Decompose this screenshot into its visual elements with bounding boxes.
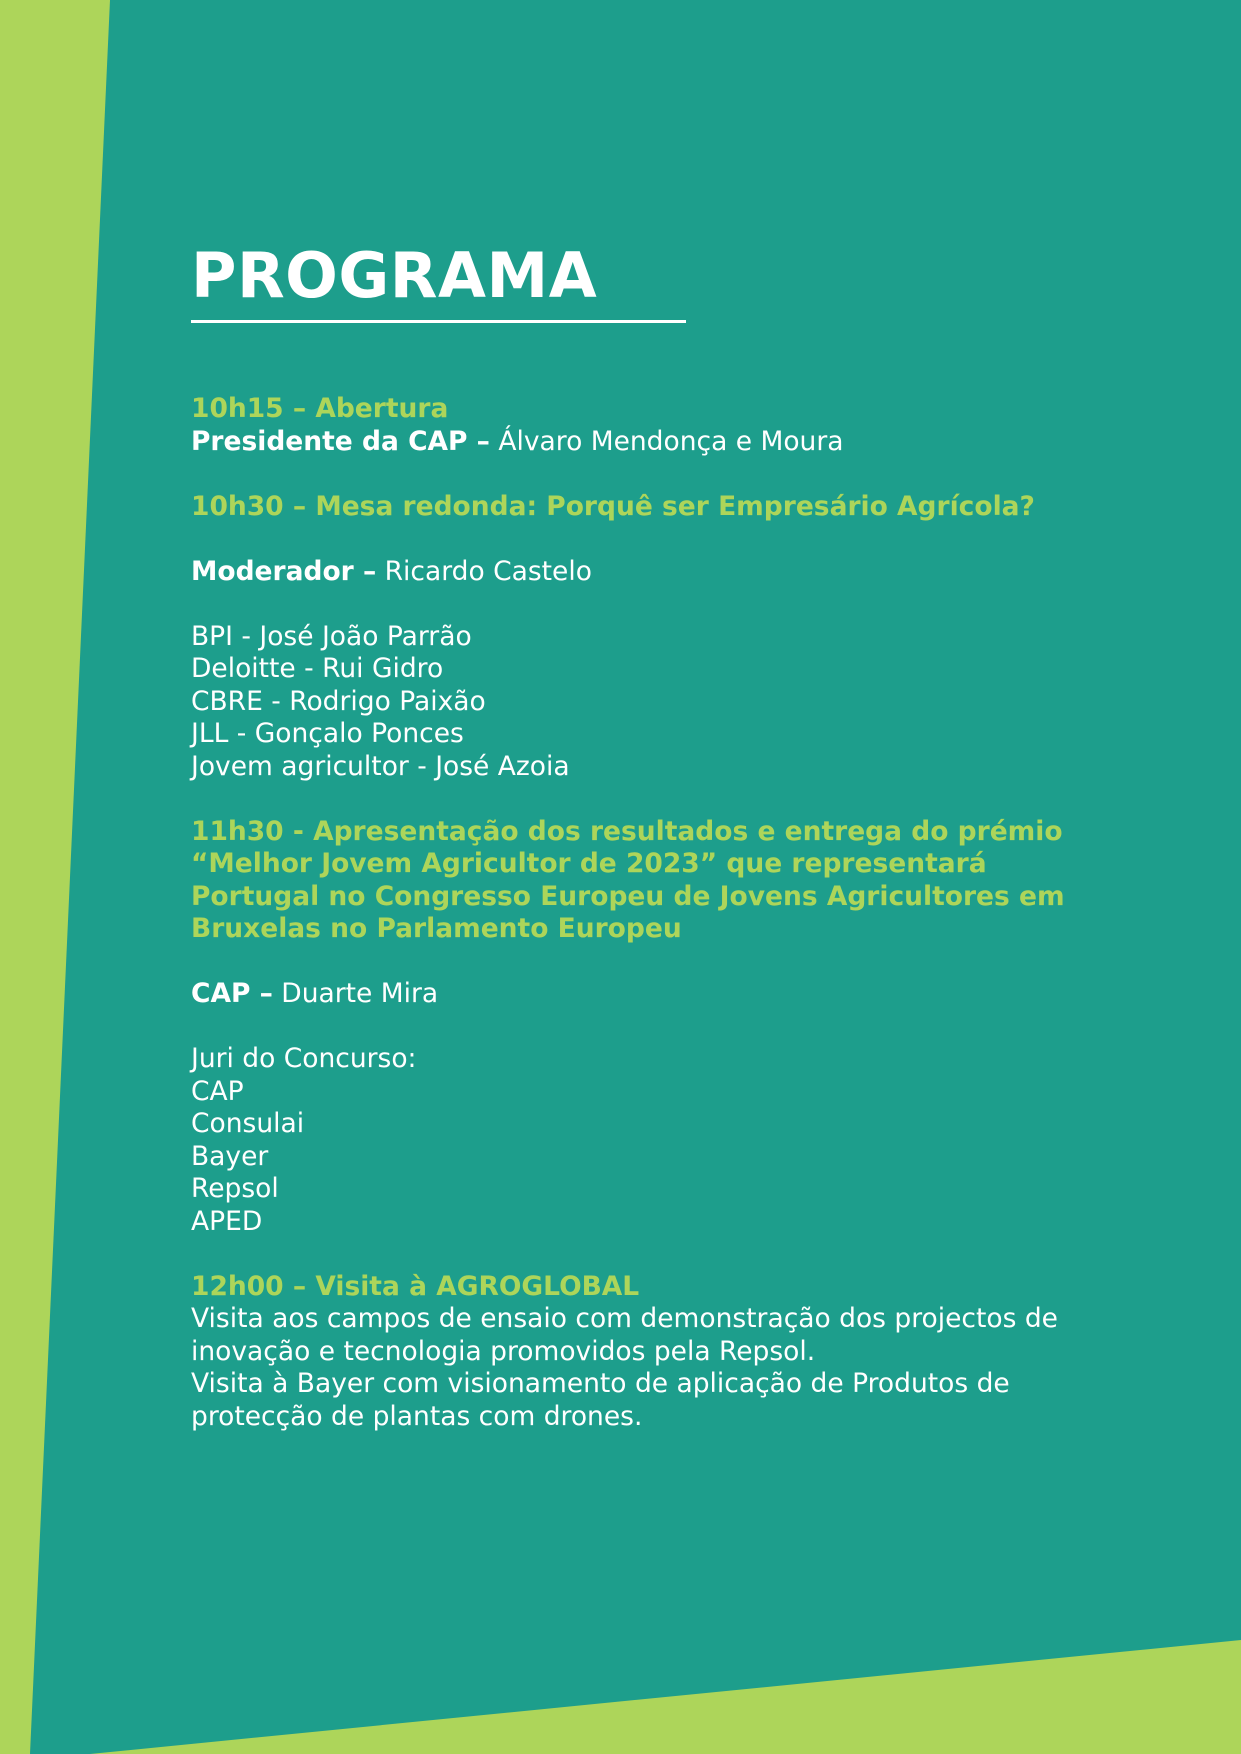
- session-speaker-line: [191, 978, 1091, 1011]
- speaker-role: CAP –: [191, 978, 273, 1009]
- spacer: [191, 458, 1091, 491]
- session-heading-roundtable: 10h30 – Mesa redonda: Porquê ser Empresário Agrícola?: [191, 490, 1035, 522]
- session-heading-visit: 12h00 – Visita à AGROGLOBAL: [191, 1270, 640, 1302]
- speaker-role: Presidente da CAP –: [191, 425, 490, 457]
- session-speaker-line: [191, 426, 1091, 459]
- panel-member: CBRE - Rodrigo Paixão: [191, 685, 486, 717]
- jury-member: Consulai: [191, 1108, 305, 1139]
- spacer: [191, 588, 1091, 621]
- session-heading-opening: 10h15 – Abertura: [191, 393, 449, 424]
- panel-member: Deloitte - Rui Gidro: [191, 653, 444, 684]
- jury-member: Bayer: [191, 1140, 269, 1172]
- jury-label: Juri do Concurso:: [191, 1043, 417, 1074]
- speaker-name: Duarte Mira: [272, 978, 439, 1009]
- spacer: [191, 783, 1091, 816]
- panel-member: JLL - Gonçalo Ponces: [191, 718, 464, 749]
- jury-member: APED: [191, 1205, 263, 1237]
- spacer: [191, 523, 1091, 556]
- session-heading-award-line: Portugal no Congresso Europeu de Jovens Agricultores em: [191, 880, 1065, 912]
- moderator-role: Moderador –: [191, 555, 377, 587]
- page-title: PROGRAMA: [191, 239, 598, 312]
- program-schedule: [191, 393, 1091, 1433]
- spacer: [191, 1011, 1091, 1044]
- title-underline: [191, 320, 686, 323]
- moderator-line: [191, 556, 1091, 589]
- panel-member: BPI - José João Parrão: [191, 620, 472, 652]
- visit-description-line: protecção de plantas com drones.: [191, 1400, 643, 1432]
- jury-member: Repsol: [191, 1173, 279, 1204]
- visit-description-line: Visita aos campos de ensaio com demonstração dos projectos de: [191, 1303, 1058, 1334]
- session-heading-award-line: 11h30 - Apresentação dos resultados e entrega do prémio: [191, 815, 1063, 847]
- session-heading-award-line: Bruxelas no Parlamento Europeu: [191, 913, 682, 944]
- spacer: [191, 946, 1091, 979]
- spacer: [191, 1238, 1091, 1271]
- moderator-name: Ricardo Castelo: [376, 555, 592, 587]
- visit-description-line: Visita à Bayer com visionamento de aplicação de Produtos de: [191, 1368, 1010, 1399]
- program-content: [191, 238, 1091, 1433]
- panel-member: Jovem agricultor - José Azoia: [191, 750, 570, 782]
- visit-description-line: inovação e tecnologia promovidos pela Repsol.: [191, 1335, 816, 1367]
- session-heading-award-line: “Melhor Jovem Agricultor de 2023” que representará: [191, 848, 987, 879]
- jury-member: CAP: [191, 1075, 244, 1107]
- speaker-name: Álvaro Mendonça e Moura: [489, 425, 844, 457]
